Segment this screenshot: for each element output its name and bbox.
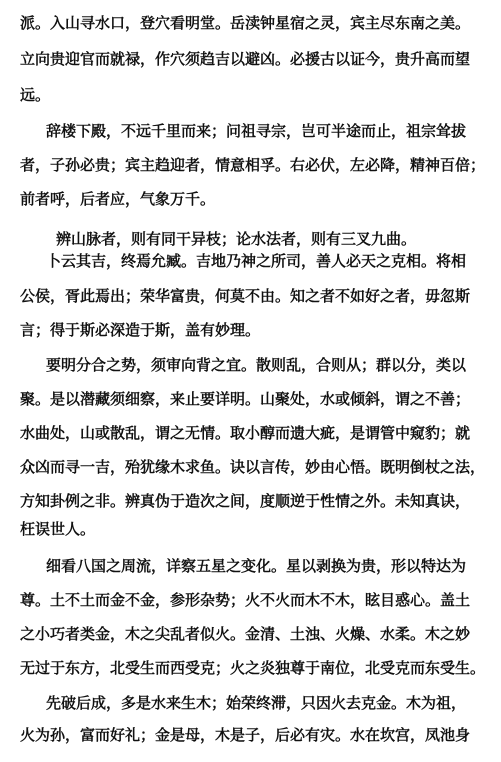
- text-line: 者，子孙必贵；宾主趋迎者，情意相孚。右必伏，左必降，精神百倍；: [20, 156, 486, 174]
- text-line: 尊。土不土而金不金，参形杂势；火不火而木不木，眩目惑心。盖土: [20, 591, 471, 609]
- text-line: 前者呼，后者应，气象万千。: [20, 190, 216, 208]
- paragraph-first-line: 卜云其吉，终焉允臧。吉地乃神之所司，善人必天之克相。将相: [46, 252, 467, 270]
- paragraph-first-line: 先破后成，多是水来生木；始荣终滞，只因火去克金。木为祖，: [46, 694, 467, 712]
- text-line: 方知卦例之非。辨真伪于造次之间，度顺逆于性情之外。未知真诀，: [20, 492, 471, 510]
- text-line: 无过于东方，北受生而西受克；火之炎独尊于南位，北受克而东受生。: [20, 659, 486, 677]
- paragraph-first-line: 细看八国之周流，详察五星之变化。星以剥换为贵，形以特达为: [46, 557, 467, 575]
- text-line: 之小巧者类金，木之尖乱者似火。金清、土浊、火燥、水柔。木之妙: [20, 625, 471, 643]
- text-line: 立向贵迎官而就禄，作穴须趋吉以避凶。必援古以证今，贵升高而望: [20, 50, 471, 68]
- text-line: 聚。是以潜藏须细察，来止要详明。山聚处，水或倾斜，谓之不善；: [20, 390, 471, 408]
- text-line: 公侯，胥此焉出；荣华富贵，何莫不由。知之者不如好之者，毋忽斯: [20, 287, 471, 305]
- text-line: 派。入山寻水口，登穴看明堂。岳渎钟星宿之灵，宾主尽东南之美。: [20, 14, 471, 32]
- text-line: 远。: [20, 86, 51, 104]
- text-line: 言；得于斯必深造于斯，盖有妙理。: [20, 321, 261, 339]
- text-line: 火为孙，富而好礼；金是母，木是子，后必有灾。水在坎宫，凤池身: [20, 726, 471, 744]
- paragraph-first-line: 辞楼下殿，不远千里而来；问祖寻宗，岂可半途而止，祖宗耸拔: [46, 122, 467, 140]
- paragraph-first-line: 辨山脉者，则有同干异枝；论水法者，则有三叉九曲。: [56, 230, 417, 248]
- text-line: 众凶而寻一吉，殆犹缘木求鱼。诀以言传，妙由心悟。既明倒杖之法，: [20, 458, 486, 476]
- text-line: 水曲处，山或散乱，谓之无情。取小醇而遗大疵，是谓管中窥豹；就: [20, 424, 471, 442]
- paragraph-first-line: 要明分合之势，须审向背之宜。散则乱，合则从；群以分，类以: [46, 356, 467, 374]
- text-line: 枉误世人。: [20, 520, 96, 538]
